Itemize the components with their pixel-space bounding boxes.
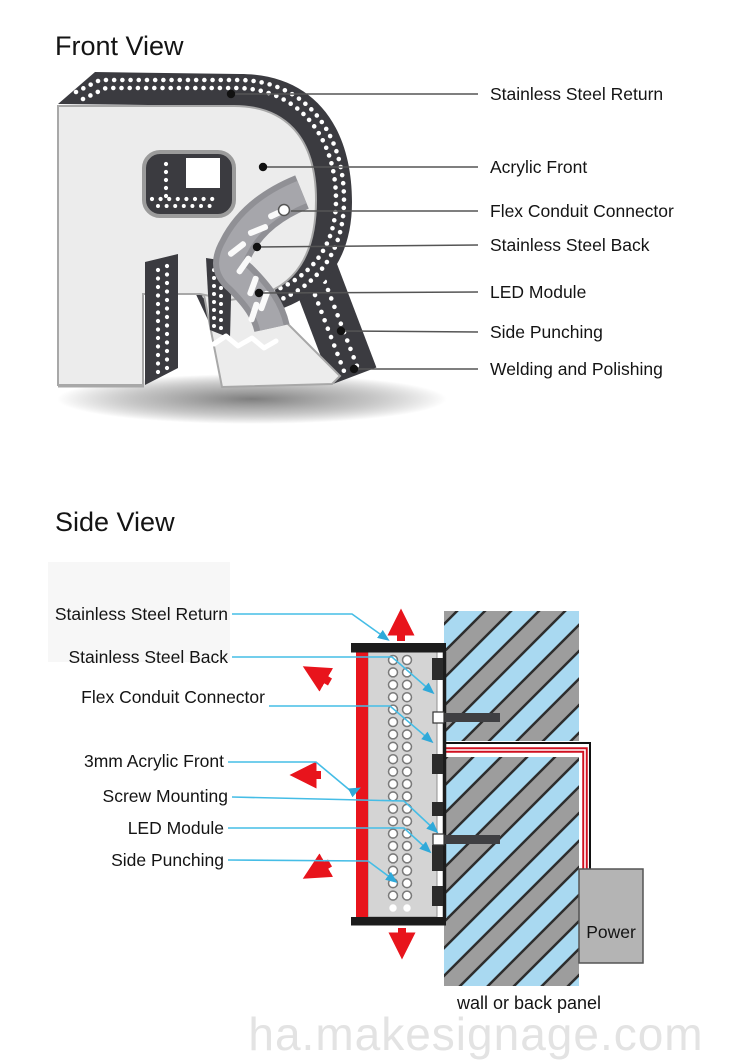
arrow-up-left [311,671,330,682]
letter-r-illustration [57,72,447,424]
watermark-text: ha.makesignage.com [248,1008,704,1060]
label-welding-and-polishing: Welding and Polishing [490,359,663,379]
side-label-stainless-steel-back: Stainless Steel Back [68,647,228,667]
bottom-return-cap [351,917,446,926]
side-label-flex-conduit-connector: Flex Conduit Connector [81,687,265,707]
label-stainless-steel-return: Stainless Steel Return [490,84,664,104]
side-view-title: Side View [55,507,175,537]
top-return-cap [351,643,446,653]
front-view-title: Front View [55,31,184,61]
side-label-3mm-acrylic-front: 3mm Acrylic Front [83,751,224,771]
flex-conduit-connector-hole [279,205,290,216]
label-side-punching: Side Punching [490,322,603,342]
stem-return [145,254,178,385]
wall-caption: wall or back panel [456,993,602,1013]
acrylic-front-strip [356,652,368,917]
label-led-module: LED Module [490,282,587,302]
label-stainless-steel-back: Stainless Steel Back [490,235,650,255]
arrow-down-left [311,863,330,874]
power-supply-box [579,869,643,963]
letter-counter-hole [144,152,234,216]
power-label: Power [586,922,636,942]
side-label-led-module: LED Module [127,818,224,838]
side-label-screw-mounting: Screw Mounting [102,786,228,806]
label-acrylic-front: Acrylic Front [490,157,588,177]
label-flex-conduit-connector: Flex Conduit Connector [490,201,674,221]
side-label-stainless-steel-return: Stainless Steel Return [54,604,228,624]
side-label-side-punching: Side Punching [111,850,224,870]
